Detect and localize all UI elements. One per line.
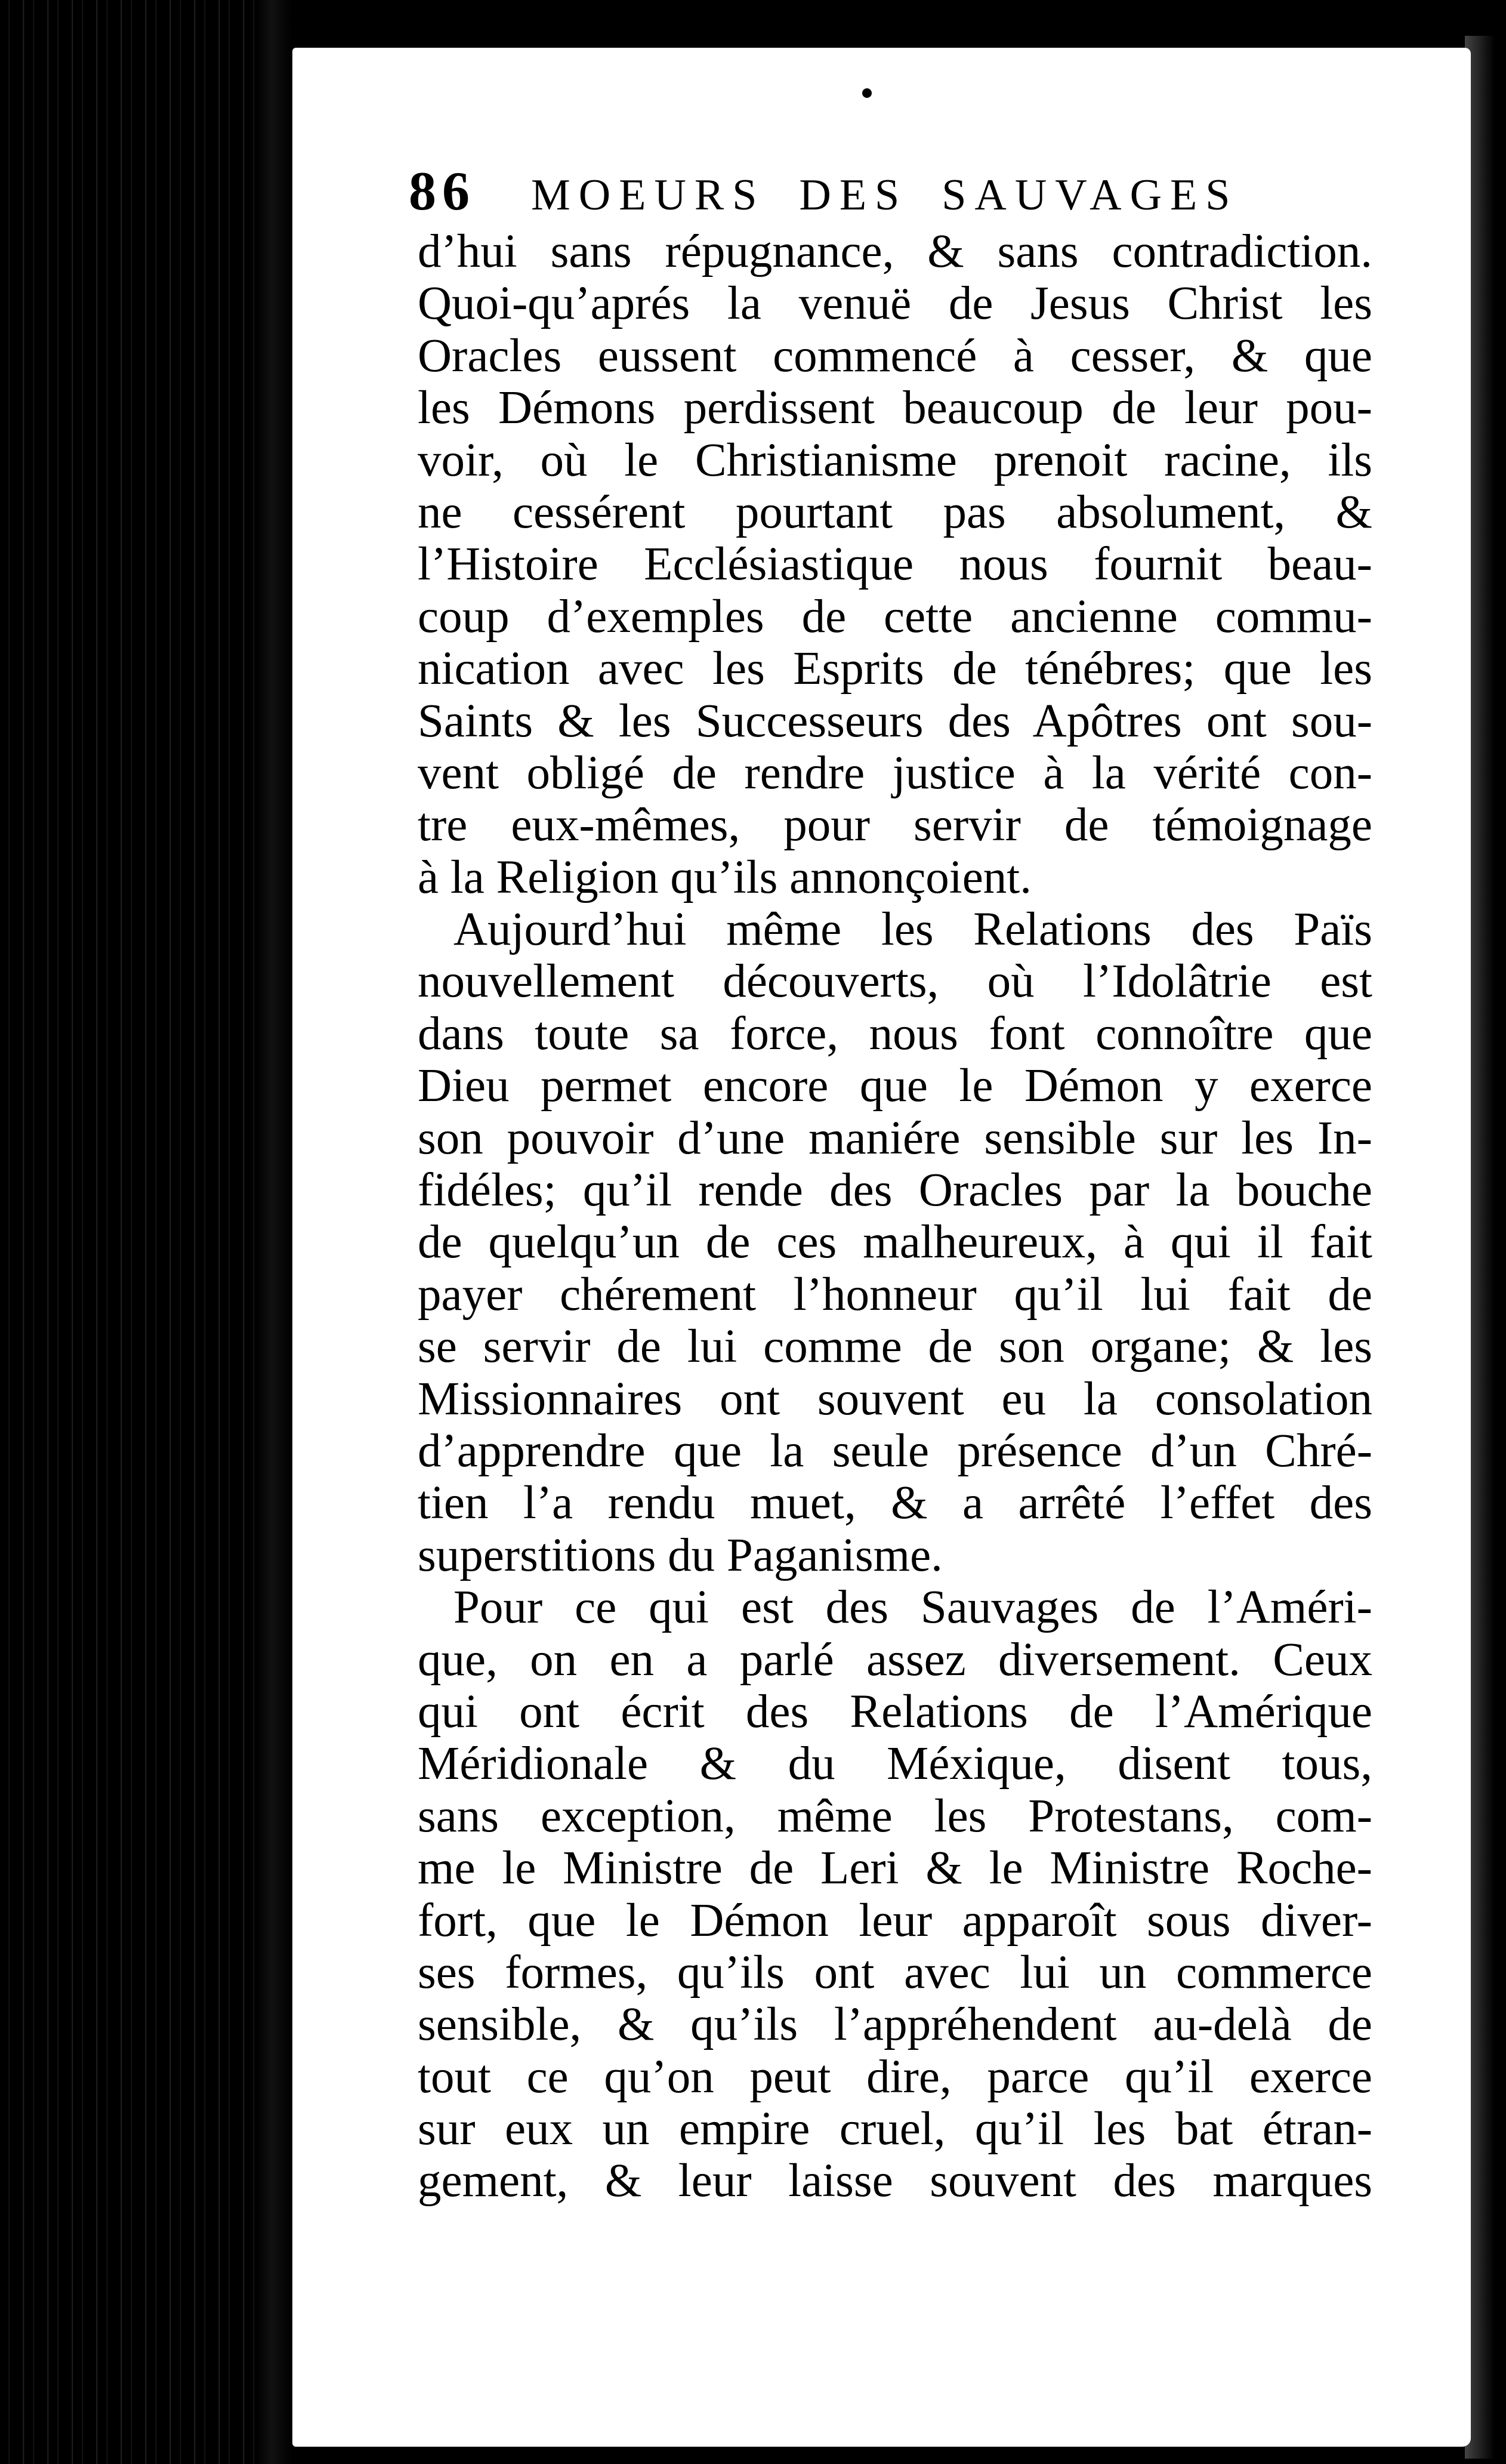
text-line: à la Religion qu’ils annonçoient. — [418, 851, 1032, 903]
text-line: ses formes, qu’ils ont avec lui un commerce — [418, 1946, 1372, 1999]
header-title-word-1: MOEURS — [531, 171, 766, 220]
text-line: Oracles eussent commencé à cesser, & que — [418, 329, 1372, 382]
header-title-word-2: DES — [799, 171, 908, 220]
text-line: Aujourd’hui même les Relations des Païs — [453, 903, 1372, 956]
text-line: coup d’exemples de cette ancienne commu- — [418, 590, 1372, 643]
text-line: me le Ministre de Leri & le Ministre Roche- — [418, 1842, 1372, 1895]
text-line: tien l’a rendu muet, & a arrêté l’effet des — [418, 1477, 1372, 1529]
page-body-text — [418, 226, 1372, 2207]
text-line: qui ont écrit des Relations de l’Amérique — [418, 1685, 1372, 1738]
text-line: Méridionale & du Méxique, disent tous, — [418, 1738, 1372, 1790]
text-line: gement, & leur laisse souvent des marques — [418, 2155, 1372, 2207]
text-line: ne cessérent pourtant pas absolument, & — [418, 486, 1372, 538]
text-line: dans toute sa force, nous font connoître que — [418, 1007, 1372, 1060]
text-line: que, on en a parlé assez diversement. Ceux — [418, 1633, 1372, 1686]
running-header — [409, 152, 1387, 230]
text-line: payer chérement l’honneur qu’il lui fait de — [418, 1268, 1372, 1321]
gutter-shadow — [257, 0, 292, 2464]
text-line: fort, que le Démon leur apparoît sous diver- — [418, 1894, 1372, 1947]
text-line: Dieu permet encore que le Démon y exerce — [418, 1060, 1372, 1112]
text-line: tre eux-mêmes, pour servir de témoignage — [418, 799, 1372, 852]
text-line: d’apprendre que la seule présence d’un Chré- — [418, 1424, 1372, 1477]
header-title-word-3: SAUVAGES — [942, 171, 1239, 220]
text-line: sensible, & qu’ils l’appréhendent au-delà de — [418, 1999, 1372, 2051]
text-line: nication avec les Esprits de ténébres; que les — [418, 643, 1372, 695]
book-gutter — [0, 0, 286, 2464]
text-line: les Démons perdissent beaucoup de leur pou- — [418, 382, 1372, 434]
text-line: l’Histoire Ecclésiastique nous fournit beau- — [418, 538, 1372, 591]
text-line: se servir de lui comme de son organe; & les — [418, 1321, 1372, 1373]
text-line: vent obligé de rendre justice à la vérité con- — [418, 747, 1372, 799]
text-line: d’hui sans répugnance, & sans contradiction. — [418, 226, 1372, 277]
ink-dot — [862, 88, 872, 98]
text-line: voir, où le Christianisme prenoit racine, ils — [418, 434, 1372, 486]
page-number: 86 — [409, 161, 476, 221]
text-line: Missionnaires ont souvent eu la consolation — [418, 1373, 1372, 1425]
text-line: Quoi-qu’aprés la venuë de Jesus Christ les — [418, 277, 1372, 330]
text-line: superstitions du Paganisme. — [418, 1529, 943, 1581]
text-line: Saints & les Successeurs des Apôtres ont sou- — [418, 695, 1372, 747]
text-line: sans exception, même les Protestans, com- — [418, 1790, 1372, 1842]
text-line: de quelqu’un de ces malheureux, à qui il fait — [418, 1216, 1372, 1269]
text-line: son pouvoir d’une maniére sensible sur les In- — [418, 1112, 1372, 1164]
text-line: sur eux un empire cruel, qu’il les bat étran- — [418, 2103, 1372, 2155]
text-line: nouvellement découverts, où l’Idolâtrie est — [418, 955, 1372, 1008]
text-line: Pour ce qui est des Sauvages de l’Améri- — [453, 1581, 1372, 1634]
text-line: fidéles; qu’il rende des Oracles par la bouche — [418, 1164, 1372, 1217]
text-line: tout ce qu’on peut dire, parce qu’il exerce — [418, 2050, 1372, 2103]
